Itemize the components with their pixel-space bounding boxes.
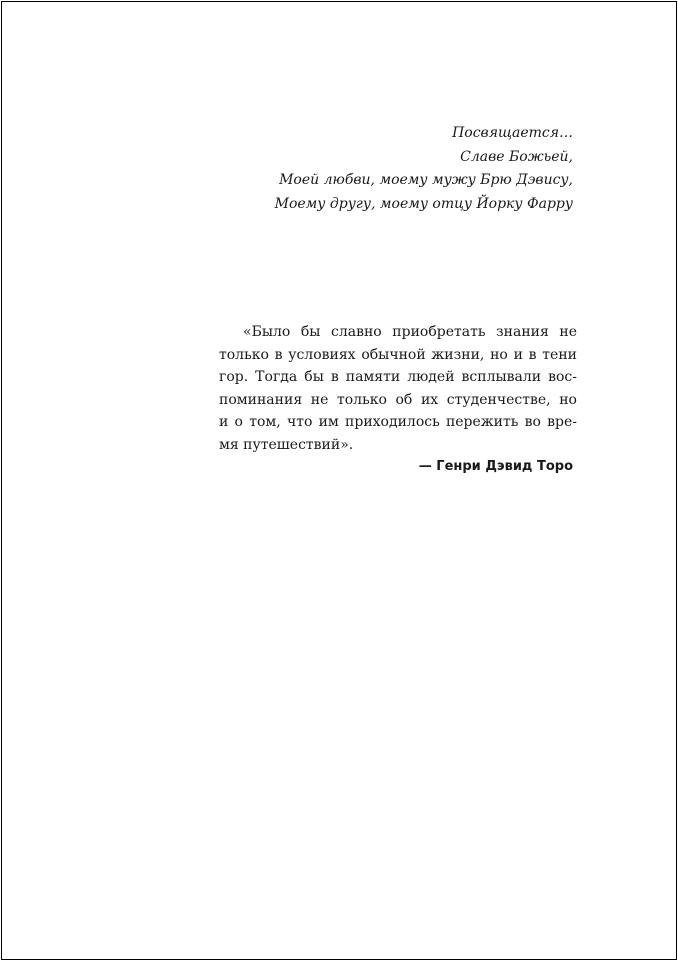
dedication-line: Моей любви, моему мужу Брю Дэвису, xyxy=(279,172,573,188)
epigraph-line: только в условиях обычной жизни, но и в тени xyxy=(219,346,577,363)
epigraph-quote xyxy=(219,321,577,457)
dedication xyxy=(275,122,573,216)
dedication-line: Моему другу, моему отцу Йорку Фарру xyxy=(274,195,573,212)
dedication-line: Славе Божьей, xyxy=(460,148,573,165)
epigraph-line: и о том, что им приходилось пережить во вре- xyxy=(219,414,577,431)
epigraph-line: гор. Тогда бы в памяти людей всплывали вос- xyxy=(219,369,577,386)
dedication-line: Посвящается… xyxy=(452,125,573,141)
epigraph-line: мя путешествий». xyxy=(219,436,354,453)
book-page xyxy=(1,1,677,960)
epigraph-line: поминания не только об их студенчестве, но xyxy=(219,391,577,408)
epigraph-attribution: — Генри Дэвид Торо xyxy=(418,459,573,474)
epigraph-line: «Было бы славно приобретать знания не xyxy=(243,324,577,340)
